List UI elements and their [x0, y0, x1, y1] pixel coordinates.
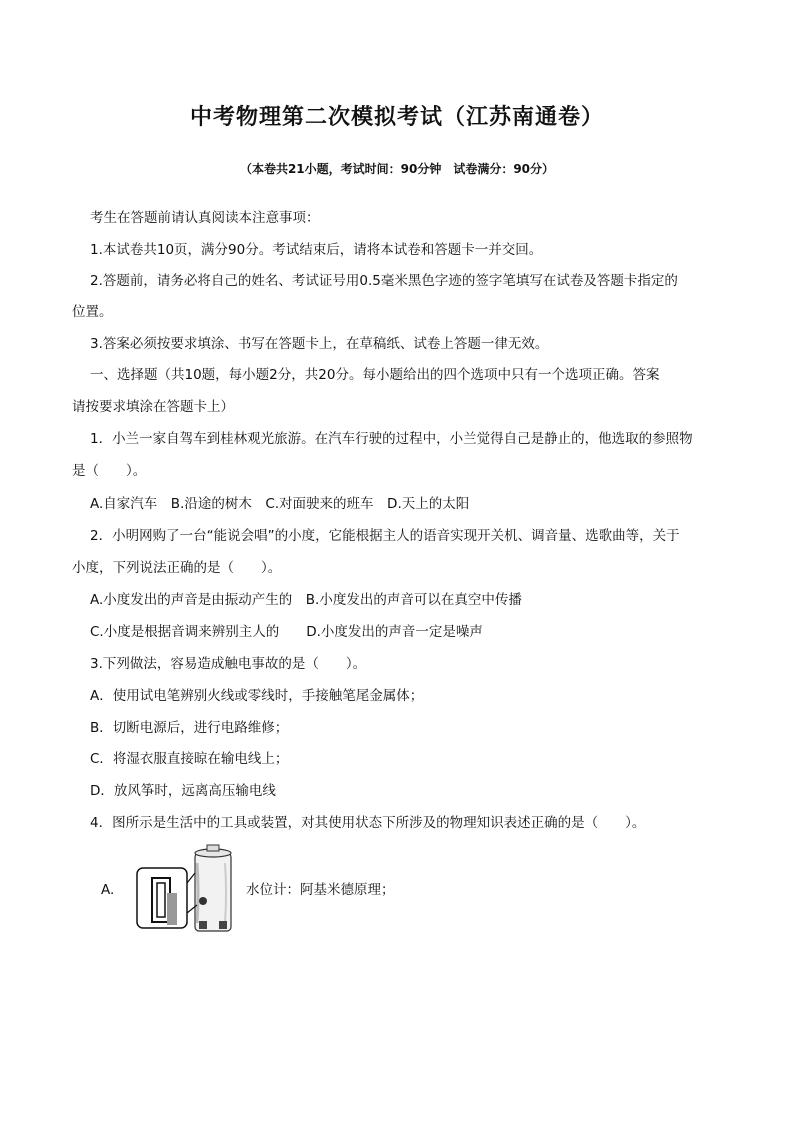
q1-stem-line-2: 是（ ）。: [72, 463, 147, 479]
q3-option-c: C．将湿衣服直接晾在输电线上；: [90, 751, 289, 767]
q3-option-a: A．使用试电笔辨别火线或零线时，手接触笔尾金属体；: [90, 688, 424, 704]
notice-item-2-line-2: 位置。: [72, 304, 113, 320]
q2-stem-line-1: 2．小明网购了一台“能说会唱”的小度，它能根据主人的语音实现开关机、调音量、选歌曲等，关于: [90, 528, 680, 544]
q1-stem-line-1: 1．小兰一家自驾车到桂林观光旅游。在汽车行驶的过程中，小兰觉得自己是静止的，他选取的参照物: [90, 431, 693, 447]
q4-option-a-text: 水位计：阿基米德原理；: [246, 882, 395, 898]
q3-stem: 3.下列做法，容易造成触电事故的是（ ）。: [90, 656, 367, 672]
q3-option-b: B．切断电源后，进行电路维修；: [90, 720, 289, 736]
section-1-line-2: 请按要求填涂在答题卡上）: [72, 399, 234, 415]
q1-options: A.自家汽车 B.沿途的树木 C.对面驶来的班车 D.天上的太阳: [90, 496, 470, 512]
q4-option-a-label: A.: [101, 882, 115, 898]
q4-stem: 4．图所示是生活中的工具或装置，对其使用状态下所涉及的物理知识表述正确的是（ ）。: [90, 815, 646, 831]
exam-title: 中考物理第二次模拟考试（江苏南通卷）: [189, 105, 604, 130]
water-heater-gauge-icon: [135, 843, 235, 933]
q3-option-d: D．放风筝时，远离高压输电线: [90, 783, 276, 799]
notice-heading: 考生在答题前请认真阅读本注意事项：: [90, 210, 320, 226]
section-1-line-1: 一、选择题（共10题，每小题2分，共20分。每小题给出的四个选项中只有一个选项正确。答案: [90, 367, 660, 383]
notice-item-1: 1.本试卷共10页，满分90分。考试结束后，请将本试卷和答题卡一并交回。: [90, 242, 543, 258]
notice-item-2-line-1: 2.答题前，请务必将自己的姓名、考试证号用0.5毫米黑色字迹的签字笔填写在试卷及答题卡指定的: [90, 273, 678, 289]
q2-options-cd: C.小度是根据音调来辨别主人的 D.小度发出的声音一定是噪声: [90, 624, 483, 640]
q2-options-ab: A.小度发出的声音是由振动产生的 B.小度发出的声音可以在真空中传播: [90, 592, 522, 608]
q2-stem-line-2: 小度，下列说法正确的是（ ）。: [72, 560, 282, 576]
exam-subtitle: （本卷共21小题，考试时间：90分钟 试卷满分：90分）: [239, 162, 555, 176]
notice-item-3: 3.答案必须按要求填涂、书写在答题卡上，在草稿纸、试卷上答题一律无效。: [90, 336, 549, 352]
